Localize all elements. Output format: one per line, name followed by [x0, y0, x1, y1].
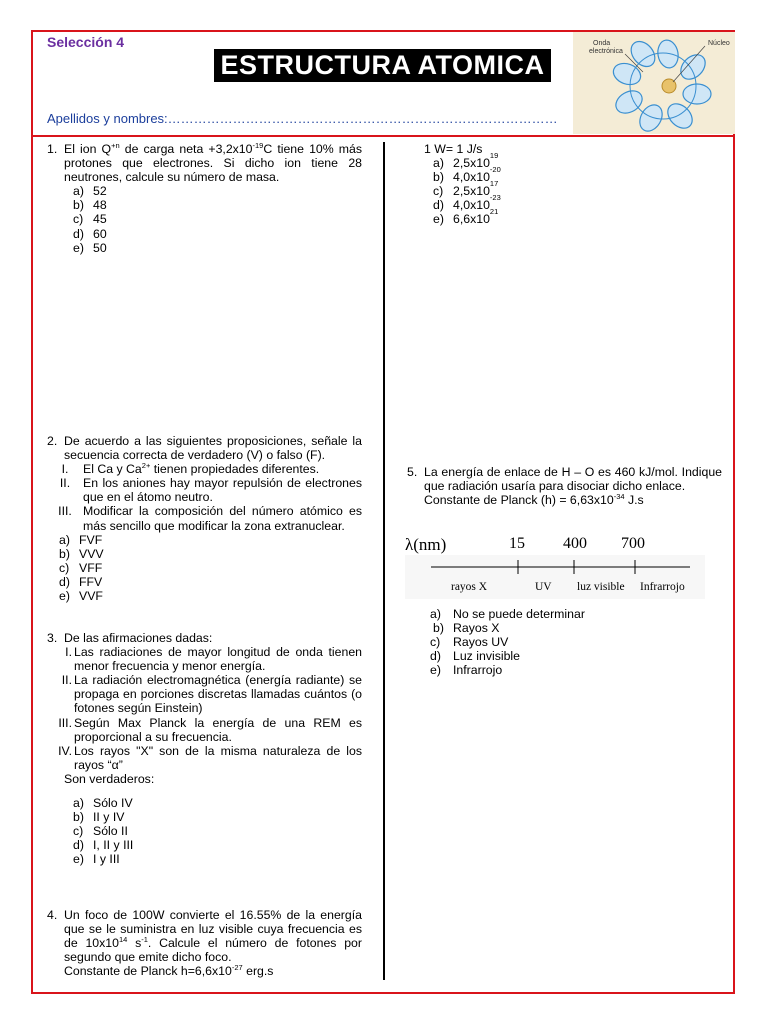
q5-text: La energía de enlace de H – O es 460 kJ/mol. Indique que radiación usaría para disociar dicho enlace. [424, 465, 722, 494]
q2-proposition-3: III. Modificar la composición del número atómico es más sencillo que modificar la zona extranuclear. [58, 504, 362, 533]
q2-option-c[interactable]: c) VFF [59, 560, 103, 575]
q4-option-e[interactable]: e) 6,6x10 21 [433, 207, 499, 227]
q4-number: 4. [47, 908, 58, 922]
spectrum-lambda-label: λ(nm) [405, 535, 447, 554]
q1-option-a[interactable]: a) 52 [73, 184, 107, 199]
q1-number: 1. [47, 142, 58, 156]
q1-option-d[interactable]: d) 60 [73, 226, 107, 241]
q2-option-a[interactable]: a) FVF [59, 532, 103, 547]
q3-number: 3. [47, 631, 58, 645]
q4-option-d[interactable]: d) 4,0x10 -23 [433, 193, 501, 213]
q3-proposition-2: II. La radiación electromagnética (energía radiante) se propaga en porciones discretas llamadas cuántos (o fotones según Einstein) [61, 673, 362, 716]
atom-illustration [573, 32, 735, 134]
q2-number: 2. [47, 434, 58, 448]
q4-option-b[interactable]: b) 4,0x10 -20 [433, 165, 501, 185]
q2-proposition-2: II. En los aniones hay mayor repulsión de electrones que en el átomo neutro. [59, 476, 362, 505]
q3-options [47, 796, 362, 866]
q1-option-c[interactable]: c) 45 [73, 212, 107, 227]
q4-option-c[interactable]: c) 2,5x10 17 [433, 179, 499, 199]
q4-options [424, 151, 724, 227]
spectrum-region-uv: UV [535, 581, 552, 593]
question-4 [47, 908, 362, 978]
atom-wave-label-2: electrónica [589, 48, 623, 55]
q2-option-b[interactable]: b) VVV [59, 546, 104, 561]
atom-nucleus-label: Núcleo [708, 40, 730, 47]
selection-label: Selección 4 [47, 34, 125, 50]
q1-option-b[interactable]: b) 48 [73, 198, 107, 213]
spectrum-tick-15: 15 [509, 535, 525, 552]
q5-option-a[interactable]: a) No se puede determinar [430, 607, 585, 621]
names-label: Apellidos y nombres: [47, 111, 168, 126]
q5-option-b[interactable]: b) Rayos X [433, 621, 500, 636]
spectrum-region-xray: rayos X [451, 581, 488, 593]
names-field[interactable] [47, 111, 558, 126]
q3-option-d[interactable]: d) I, II y III [73, 838, 134, 853]
q3-proposition-1: I. Las radiaciones de mayor longitud de onda tienen menor frecuencia y menor energía. [65, 645, 362, 674]
header-divider [33, 135, 733, 137]
spectrum-tick-400: 400 [563, 535, 587, 552]
atom-wave-label: Onda [593, 40, 611, 47]
q3-option-c[interactable]: c) Sólo II [73, 824, 128, 839]
q4-unit: 1 W= 1 J/s [424, 142, 483, 156]
question-5 [407, 465, 722, 507]
q3-option-e[interactable]: e) I y III [73, 852, 120, 867]
q5-option-d[interactable]: d) Luz invisible [430, 649, 520, 664]
q3-ask: Son verdaderos: [64, 771, 155, 786]
q1-option-e[interactable]: e) 50 [73, 240, 107, 255]
q3-proposition-3: III. Según Max Planck la energía de una REM es proporcional a su frecuencia. [58, 715, 362, 744]
q4-planck-constant: Constante de Planck $h=6,6x10^{-27}$ erg.s [64, 963, 274, 979]
page-title: ESTRUCTURA ATOMICA [214, 49, 551, 82]
question-4-continued [424, 142, 724, 227]
q5-option-c[interactable]: c) Rayos UV [430, 635, 509, 650]
q3-option-a[interactable]: a) Sólo IV [73, 796, 133, 811]
q5-option-e[interactable]: e) Infrarrojo [430, 663, 503, 678]
q5-number: 5. [407, 465, 418, 479]
spectrum-region-infrared: Infrarrojo [640, 581, 685, 593]
q3-option-b[interactable]: b) II y IV [73, 810, 125, 825]
spectrum-tick-700: 700 [621, 535, 645, 552]
q5-planck-constant: Constante de Planck $(h) = 6,63x10^{-34}$ J.s [424, 492, 644, 508]
atom-icon [573, 32, 735, 134]
question-3 [47, 631, 362, 867]
question-2 [47, 434, 362, 603]
spectrum-region-visible: luz visible [577, 581, 625, 593]
q2-proposition-1: I. El Ca y $Ca^{2+}$ tienen propiedades diferentes. [61, 461, 320, 477]
question-1 [47, 142, 362, 255]
q3-proposition-4: IV. Los rayos "X" son de la misma naturaleza de los rayos “α” [58, 743, 362, 772]
q2-options [47, 533, 362, 603]
q2-option-d[interactable]: d) FFV [59, 574, 103, 589]
q4-text: Un foco de 100W convierte el 16.55% de la energía que se le suministra en luz visible cuya frecuencia es de $10x10^{14}$ $s^{-1}$. Calcule el número de fotones por segundo que emite dicho foco. [64, 908, 362, 965]
spectrum-diagram [405, 530, 705, 600]
q2-option-e[interactable]: e) VVF [59, 589, 103, 604]
column-divider [383, 142, 385, 980]
q3-text: De las afirmaciones dadas: [64, 631, 213, 645]
names-dots: ……………………………………………………………………………… [167, 111, 558, 126]
q5-options [430, 607, 720, 677]
q1-options [47, 184, 362, 254]
q4-option-a[interactable]: a) 2,5x10 19 [433, 151, 499, 171]
q1-text: El ion $Q^{+n}$ de carga neta $+3,2x10^{-19}C$ tiene 10% más protones que electrones. Si dicho ion tiene 28 neutrones, calcule su número de masa. [64, 141, 363, 185]
q2-text: De acuerdo a las siguientes proposiciones, señale la secuencia correcta de verdadero (V) o falso (F). [64, 434, 362, 463]
